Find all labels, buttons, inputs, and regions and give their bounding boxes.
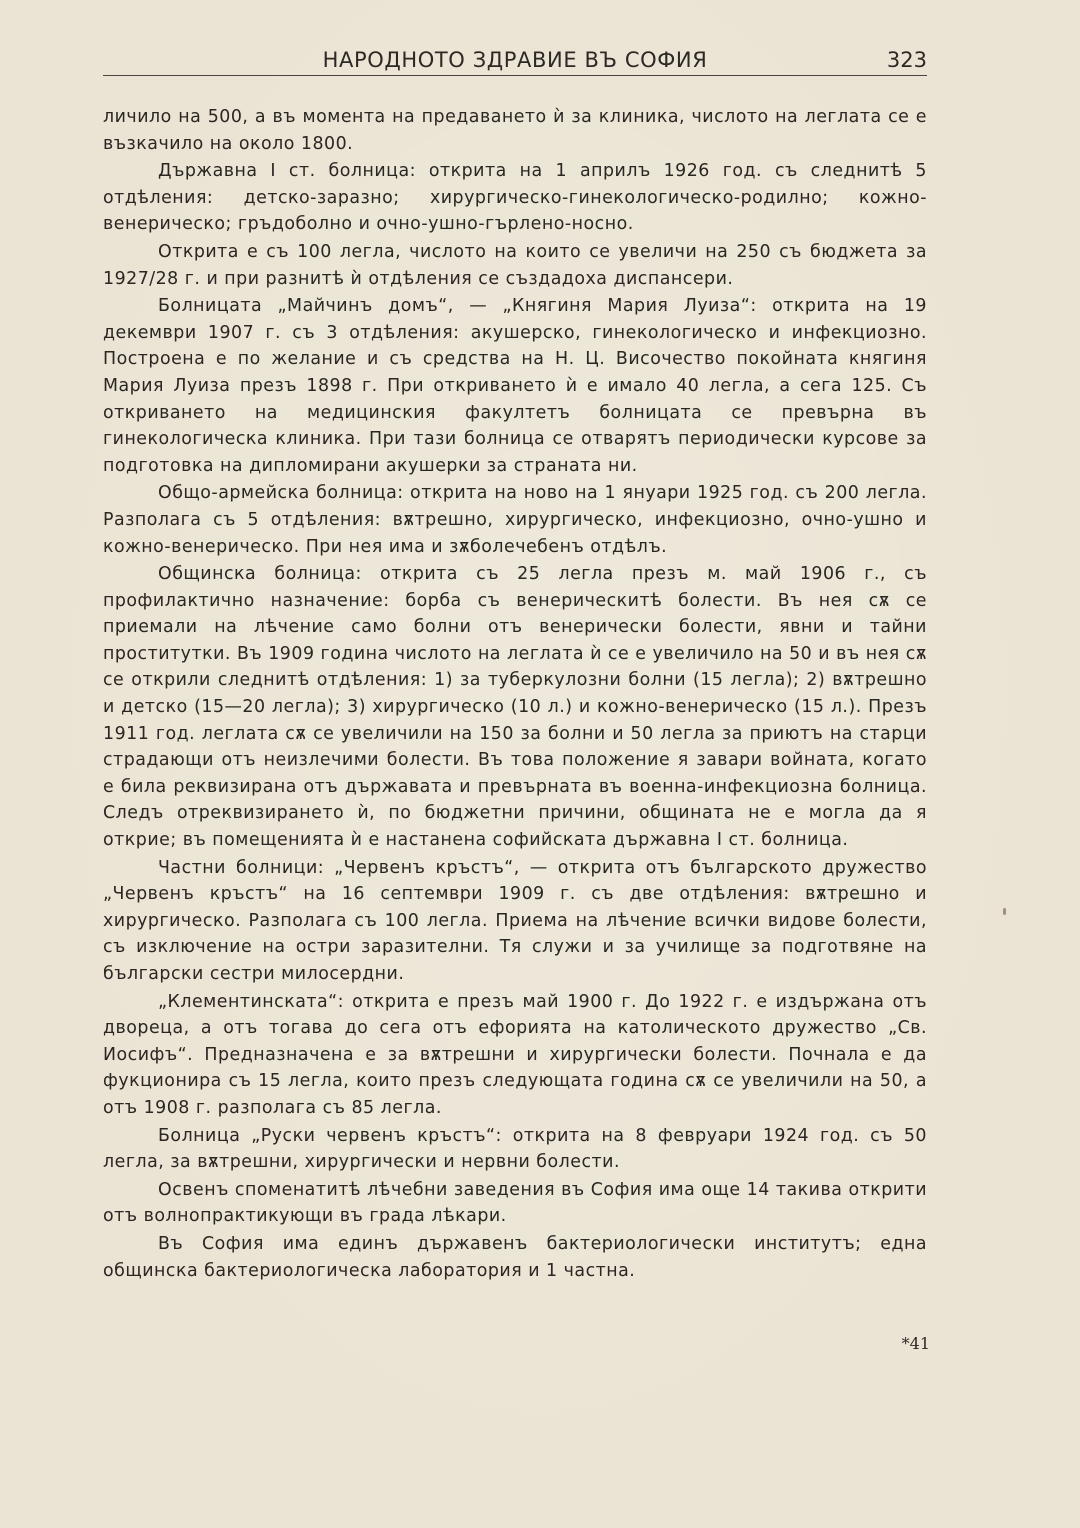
paragraph-state-hospital: Държавна I ст. болница: открита на 1 априлъ 1926 год. съ следнитѣ 5 отдѣления: детско-заразно; хирургическо-гинекологическо-родилно; кожно-венерическо; гръдоболно и очно-ушно-гърлено-носно. (103, 161, 927, 235)
running-header (103, 46, 927, 78)
paragraph-beds: Открита е съ 100 легла, числото на които се увеличи на 250 съ бюджета за 1927/28 г. и при разнитѣ ѝ отдѣления се създадоха диспансери. (103, 241, 927, 289)
paper-speck (1003, 908, 1006, 915)
body-text (103, 104, 927, 1285)
paragraph-maternity-home: Болницата „Майчинъ домъ“, — „Княгиня Мария Луиза“: открита на 19 декември 1907 г. съ 3 отдѣления: акушерско, гинекологическо и инфекциозно. Построена е по желание и съ средства на Н. Ц. Височество покойната княгиня Мария Луиза презъ 1898 г. При откриването ѝ е имало 40 легла, а сега 125. Съ откриването на медицинския факултетъ болницата се превърна въ гинекологическа клиника. При тази болница се отварятъ периодически курсове за подготовка на дипломирани акушерки за страната ни. (103, 296, 927, 476)
signature-mark: *41 (901, 1334, 930, 1353)
paragraph-red-cross: Частни болници: „Червенъ кръстъ“, — открита отъ българското дружество „Червенъ кръстъ“ на 16 септември 1909 г. съ две отдѣления: вѫтрешно и хирургическо. Разполага съ 100 легла. Приема на лѣчение всички видове болести, съ изключение на остри заразителни. Тя служи и за училище за подготвяне на български сестри милосердни. (103, 857, 927, 984)
paragraph-bacteriology: Въ София има единъ държавенъ бактериологически институтъ; една общинска бактериологическа лаборатория и 1 частна. (103, 1233, 927, 1281)
paragraph-municipal-hospital: Общинска болница: открита съ 25 легла презъ м. май 1906 г., съ профилактично назначение: борба съ венерическитѣ болести. Въ нея сѫ се приемали на лѣчение само болни отъ венерически болести, явни и тайни проститутки. Въ 1909 година числото на леглата ѝ се е увеличило на 50 и въ нея сѫ се открили следнитѣ отдѣления: 1) за туберкулозни болни (15 легла); 2) вѫтрешно и детско (15—20 легла); 3) хирургическо (10 л.) и кожно-венерическо (15 л.). Презъ 1911 год. леглата сѫ се увеличили на 150 за болни и 50 легла за приютъ на старци страдающи отъ неизлечими болести. Въ това положение я завари войната, когато е била реквизирана отъ държавата и превърната въ военна-инфекциозна болница. Следъ отреквизирането ѝ, по бюджетни причини, общината не е могла да я открие; въ помещенията ѝ е настанена софийската държавна I ст. болница. (103, 564, 927, 851)
paragraph-clementine: „Клементинската“: открита е презъ май 1900 г. До 1922 г. е издържана отъ двореца, а отъ тогава до сега отъ ефорията на католическото дружество „Св. Иосифъ“. Предназначена е за вѫтрешни и хирургически болести. Почнала е да фукционира съ 15 легла, които презъ следующата година сѫ се увеличили на 50, а отъ 1908 г. разполага съ 85 легла. (103, 991, 927, 1118)
running-title: НАРОДНОТО ЗДРАВИЕ ВЪ СОФИЯ (322, 48, 708, 72)
header-rule (103, 75, 927, 76)
paragraph-army-hospital: Общо-армейска болница: открита на ново на 1 януари 1925 год. съ 200 легла. Разполага съ 5 отдѣления: вѫтрешно, хирургическо, инфекциозно, очно-ушно и кожно-венерическо. При нея има и зѫболечебенъ отдѣлъ. (103, 483, 927, 557)
paragraph-continued: личило на 500, а въ момента на предаването ѝ за клиника, числото на леглата се е възкачило на около 1800. (103, 107, 927, 154)
page-number: 323 (886, 48, 927, 72)
paragraph-russian-red-cross: Болница „Руски червенъ кръстъ“: открита на 8 февруари 1924 год. съ 50 легла, за вѫтрешни, хирургически и нервни болести. (103, 1125, 927, 1173)
paragraph-private-practice: Освенъ споменатитѣ лѣчебни заведения въ София има още 14 такива открити отъ волнопрактикующи въ града лѣкари. (103, 1179, 927, 1227)
